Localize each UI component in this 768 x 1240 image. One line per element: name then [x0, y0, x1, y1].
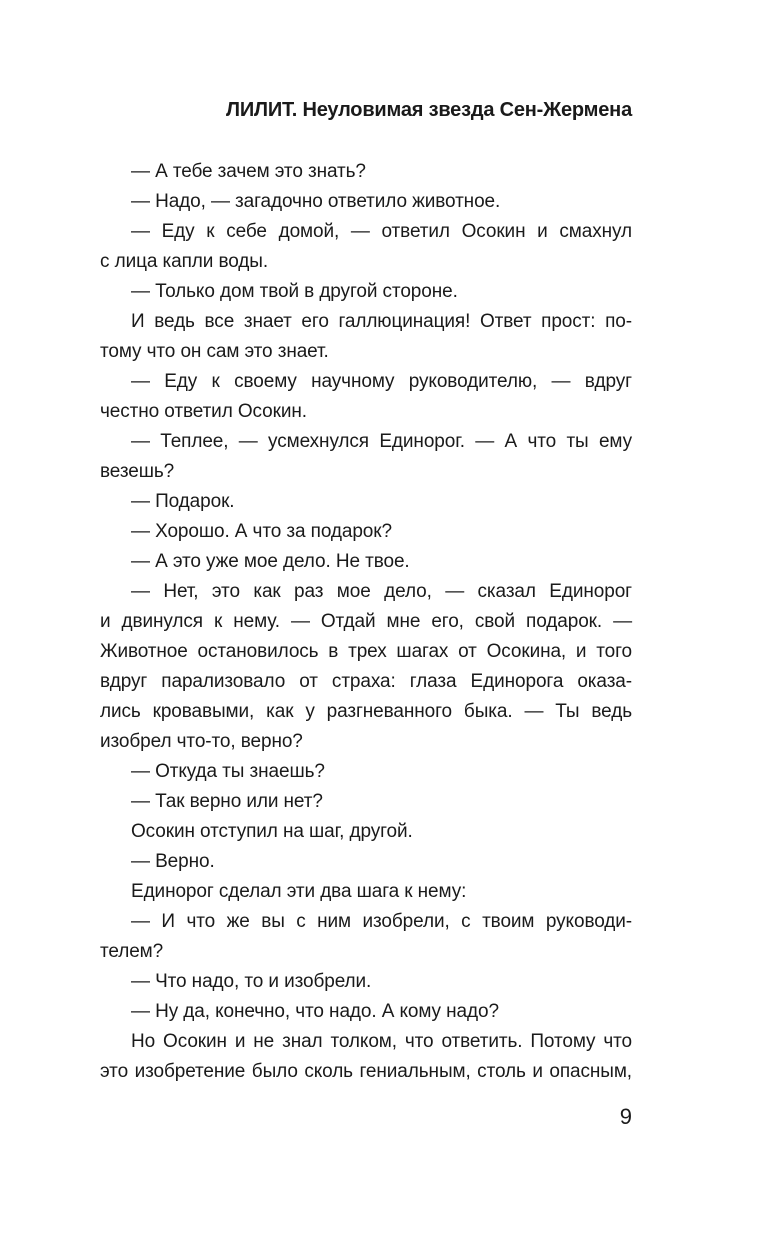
text-line: тому что он сам это знает. — [100, 341, 329, 362]
text-line: Осокин отступил на шаг, другой. — [131, 821, 413, 842]
body-text — [100, 157, 632, 1087]
text-line: Единорог сделал эти два шага к нему: — [131, 881, 467, 902]
text-line: — Надо, — загадочно ответило животное. — [131, 191, 501, 212]
text-line: вдруг парализовало от страха: глаза Единорога оказа- — [100, 671, 632, 692]
text-line: — Так верно или нет? — [131, 791, 323, 812]
text-line: — Ну да, конечно, что надо. А кому надо? — [131, 1001, 499, 1022]
text-line: Животное остановилось в трех шагах от Осокина, и того — [100, 641, 632, 662]
text-line: — Откуда ты знаешь? — [131, 761, 325, 782]
text-line: изобрел что-то, верно? — [100, 731, 303, 752]
text-line: — Еду к своему научному руководителю, — вдруг — [131, 371, 632, 392]
text-line: и двинулся к нему. — Отдай мне его, свой подарок. — — [100, 611, 632, 632]
text-line: — А тебе зачем это знать? — [131, 161, 366, 182]
text-line: телем? — [100, 941, 164, 962]
text-line: И ведь все знает его галлюцинация! Ответ прост: по- — [131, 311, 632, 332]
running-title: ЛИЛИТ. Неуловимая звезда Сен-Жермена — [226, 99, 632, 121]
text-line: — Хорошо. А что за подарок? — [131, 521, 392, 542]
text-line: лись кровавыми, как у разгневанного быка. — Ты ведь — [100, 701, 632, 722]
text-line: — И что же вы с ним изобрели, с твоим руководи- — [131, 911, 632, 932]
text-line: — Еду к себе домой, — ответил Осокин и смахнул — [131, 221, 632, 242]
text-line: — А это уже мое дело. Не твое. — [131, 551, 410, 572]
text-line: — Только дом твой в другой стороне. — [131, 281, 458, 302]
text-line: — Верно. — [131, 851, 215, 872]
text-line: везешь? — [100, 461, 175, 482]
text-line: Но Осокин и не знал толком, что ответить. Потому что — [131, 1031, 632, 1052]
text-line: — Подарок. — [131, 491, 235, 512]
text-line: с лица капли воды. — [100, 251, 269, 272]
text-line: — Теплее, — усмехнулся Единорог. — А что ты ему — [131, 431, 632, 452]
text-line: это изобретение было сколь гениальным, столь и опасным, — [100, 1061, 632, 1082]
text-line: — Нет, это как раз мое дело, — сказал Единорог — [131, 581, 632, 602]
text-line: — Что надо, то и изобрели. — [131, 971, 372, 992]
page-number: 9 — [619, 1104, 632, 1129]
text-line: честно ответил Осокин. — [100, 401, 307, 422]
